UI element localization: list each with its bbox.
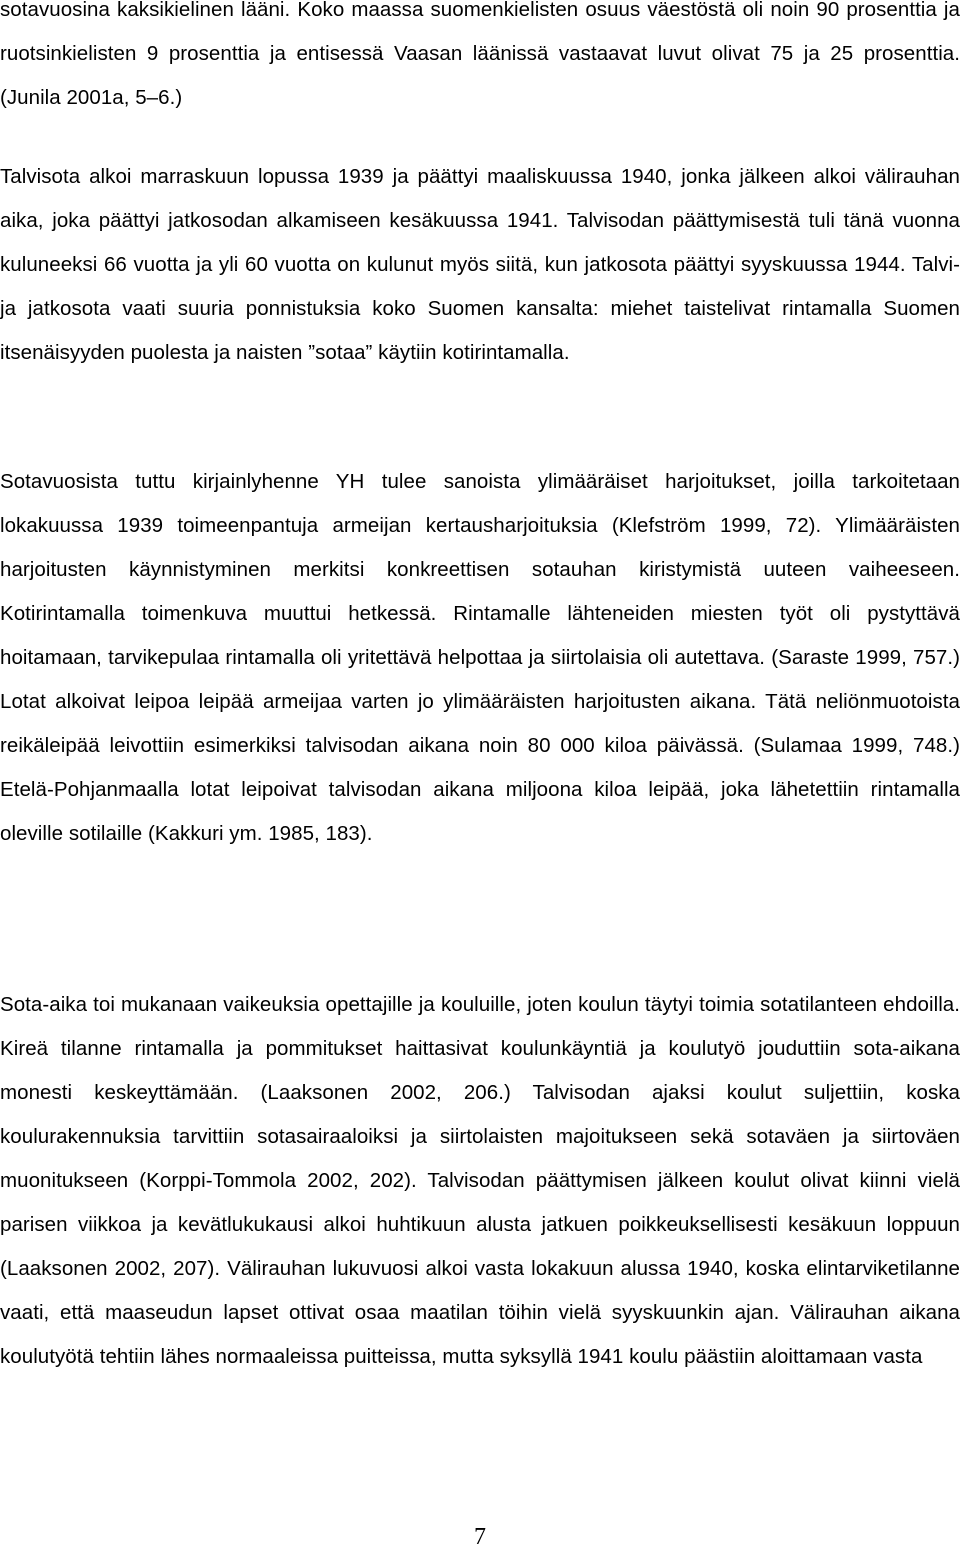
paragraph-extra-exercises: Sotavuosista tuttu kirjainlyhenne YH tulee sanoista ylimääräiset harjoitukset, joilla tarkoitetaan lokakuussa 1939 toimeenpantuja armeijan kertausharjoituksia (Klefström 1999, 72). Ylimääräisten harjoitusten käynnistyminen merkitsi konkreettisen sotauhan kiristymistä uuteen vaiheeseen. Kotirintamalla toimenkuva muuttui hetkessä. Rintamalle lähteneiden miesten työt oli pystyttävä hoitamaan, tarvikepulaa rintamalla oli yritettävä helpottaa ja siirtolaisia oli autettava. (Saraste 1999, 757.) Lotat alkoivat leipoa leipää armeijaa varten jo ylimääräisten harjoitusten aikana. Tätä neliönmuotoista reikäleipää leivottiin esimerkiksi talvisodan aikana noin 80 000 kiloa päivässä. (Sulamaa 1999, 748.) Etelä-Pohjanmaalla lotat leipoivat talvisodan aikana miljoona kiloa leipää, joka lähetettiin rintamalla oleville sotilaille (Kakkuri ym. 1985, 183). bbox=[0, 470, 960, 845]
paragraph-winter-war: Talvisota alkoi marraskuun lopussa 1939 ja päättyi maaliskuussa 1940, jonka jälkeen alkoi välirauhan aika, joka päättyi jatkosodan alkamiseen kesäkuussa 1941. Talvisodan päättymisestä tuli tänä vuonna kuluneeksi 66 vuotta ja yli 60 vuotta on kulunut myös siitä, kun jatkosota päättyi syyskuussa 1944. Talvi- ja jatkosota vaati suuria ponnistuksia koko Suomen kansalta: miehet taistelivat rintamalla Suomen itsenäisyyden puolesta ja naisten ”sotaa” käytiin kotirintamalla. bbox=[0, 165, 960, 364]
paragraph-language-statistics: sotavuosina kaksikielinen lääni. Koko maassa suomenkielisten osuus väestöstä oli noin 90 prosenttia ja ruotsinkielisten 9 prosenttia ja entisessä Vaasan läänissä vastaavat luvut olivat 75 ja 25 prosenttia. (Junila 2001a, 5–6.) bbox=[0, 0, 960, 109]
page-number: 7 bbox=[474, 1524, 486, 1550]
paragraph-schools-wartime: Sota-aika toi mukanaan vaikeuksia opettajille ja kouluille, joten koulun täytyi toimia sotatilanteen ehdoilla. Kireä tilanne rintamalla ja pommitukset haittasivat koulunkäyntiä ja koulutyö jouduttiin sota-aikana monesti keskeyttämään. (Laaksonen 2002, 206.) Talvisodan ajaksi koulut suljettiin, koska koulurakennuksia tarvittiin sotasairaaloiksi ja siirtolaisten majoitukseen sekä sotaväen ja siirtoväen muonitukseen (Korppi-Tommola 2002, 202). Talvisodan päättymisen jälkeen koulut olivat kiinni vielä parisen viikkoa ja kevätlukukausi alkoi huhtikuun alusta jatkuen poikkeuksellisesti kesäkuun loppuun (Laaksonen 2002, 207). Välirauhan lukuvuosi alkoi vasta lokakuun alussa 1940, koska elintarviketilanne vaati, että maaseudun lapset ottivat osaa maatilan töihin vielä syyskuunkin ajan. Välirauhan aikana koulutyötä tehtiin lähes normaaleissa puitteissa, mutta syksyllä 1941 koulu päästiin aloittamaan vasta bbox=[0, 993, 960, 1368]
